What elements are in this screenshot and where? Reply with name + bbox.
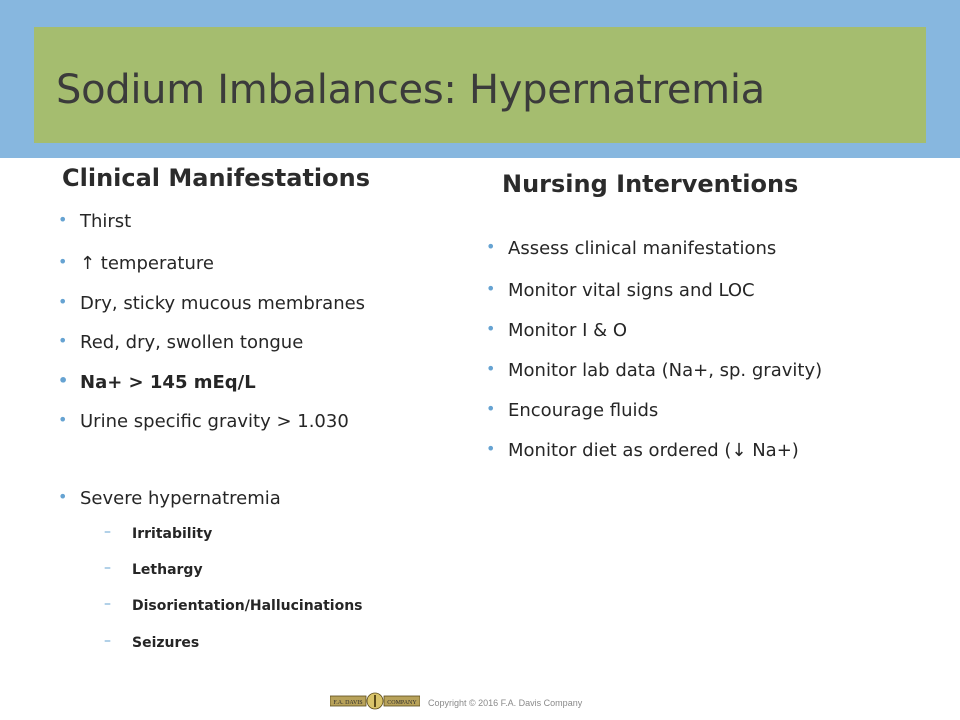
- sub-list-item: – Seizures: [104, 633, 200, 651]
- dash-icon: –: [104, 560, 111, 576]
- bullet-icon: •: [486, 399, 496, 418]
- list-item: • Na+ > 145 mEq/L: [58, 371, 256, 393]
- bullet-icon: •: [58, 331, 68, 350]
- bullet-icon: •: [58, 487, 68, 506]
- nursing-interventions-heading: Nursing Interventions: [502, 170, 799, 198]
- title-box: [34, 27, 926, 143]
- copyright-text: Copyright © 2016 F.A. Davis Company: [428, 698, 583, 708]
- bullet-icon: •: [58, 371, 69, 390]
- list-item: • Dry, sticky mucous membranes: [58, 292, 366, 314]
- fa-davis-logo: [330, 692, 420, 710]
- dash-icon: –: [104, 633, 111, 649]
- list-item: • Thirst: [58, 210, 132, 232]
- bullet-icon: •: [486, 359, 496, 378]
- sub-list-item: – Irritability: [104, 524, 213, 542]
- dash-icon: –: [104, 524, 111, 540]
- list-item: • Monitor lab data (Na+, sp. gravity): [486, 359, 823, 381]
- bullet-icon: •: [58, 292, 68, 311]
- sub-list-item: – Lethargy: [104, 560, 203, 578]
- list-item: • Monitor I & O: [486, 319, 628, 341]
- slide-title: Sodium Imbalances: Hypernatremia: [56, 67, 765, 113]
- list-item: • Monitor vital signs and LOC: [486, 279, 755, 301]
- footer: [330, 688, 630, 714]
- list-item: • Monitor diet as ordered (↓ Na+): [486, 439, 799, 461]
- bullet-icon: •: [486, 439, 496, 458]
- bullet-icon: •: [486, 237, 496, 256]
- clinical-manifestations-heading: Clinical Manifestations: [62, 164, 371, 192]
- bullet-icon: •: [58, 410, 68, 429]
- list-item: • Assess clinical manifestations: [486, 237, 777, 259]
- bullet-icon: •: [58, 252, 68, 271]
- list-item: • Severe hypernatremia: [58, 487, 281, 509]
- svg-text:F.A. DAVIS: F.A. DAVIS: [333, 700, 363, 706]
- list-item: • ↑ temperature: [58, 252, 214, 274]
- dash-icon: –: [104, 596, 111, 612]
- bullet-icon: •: [58, 210, 68, 229]
- list-item: • Urine specific gravity > 1.030: [58, 410, 349, 432]
- sub-list-item: – Disorientation/Hallucinations: [104, 596, 363, 614]
- bullet-icon: •: [486, 279, 496, 298]
- bullet-icon: •: [486, 319, 496, 338]
- list-item: • Red, dry, swollen tongue: [58, 331, 304, 353]
- list-item: • Encourage fluids: [486, 399, 659, 421]
- svg-text:COMPANY: COMPANY: [387, 700, 417, 706]
